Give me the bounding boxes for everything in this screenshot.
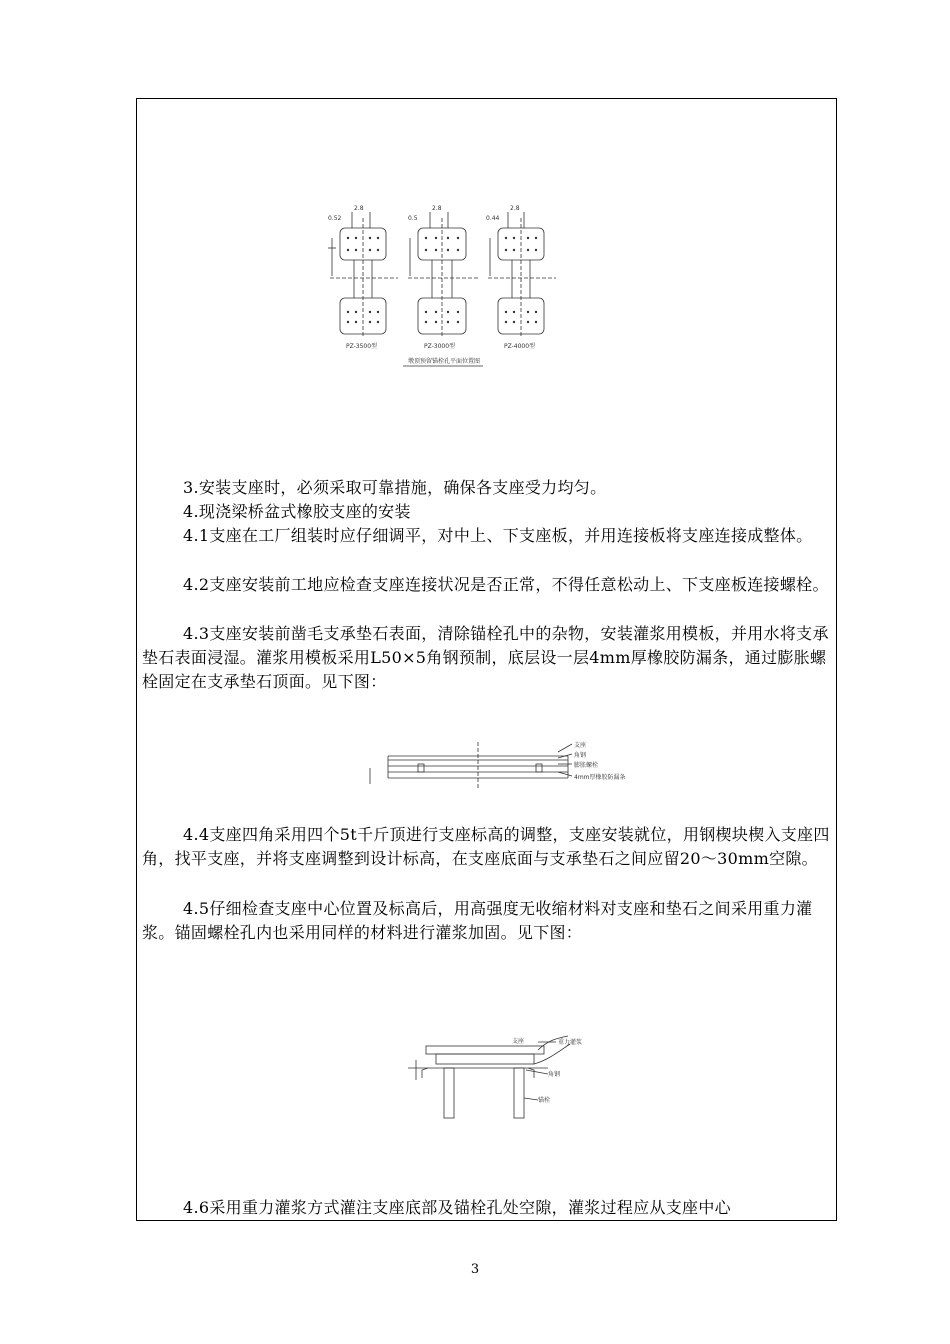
fig1-dim-2: 0.5 <box>408 215 418 222</box>
paragraph-4-5: 4.5仔细检查支座中心位置及标高后，用高强度无收缩材料对支座和垫石之间采用重力灌浆。锚固螺栓孔内也采用同样的材料进行灌浆加固。见下图： <box>142 899 813 942</box>
fig2-label-expansion-bolt: 膨胀螺栓 <box>574 762 599 769</box>
fig3-label-gravity-grout: 重力灌浆 <box>558 1039 583 1046</box>
gravity-grouting-figure <box>408 1030 588 1125</box>
page-number: 3 <box>470 1262 480 1277</box>
fig3-label-angle-steel: 角钢 <box>548 1071 561 1078</box>
paragraph-3: 3.安装支座时，必须采取可靠措施，确保各支座受力均匀。 <box>183 478 607 497</box>
pz3500-unit <box>328 212 398 338</box>
fig1-type-3: PZ-4000型 <box>504 343 536 350</box>
fig1-caption: 墩顶预留锚栓孔平面位置图 <box>408 358 481 365</box>
paragraph-4-4: 4.4支座四角采用四个5t千斤顶进行支座标高的调整，支座安装就位，用钢楔块楔入支座四角，找平支座，并将支座调整到设计标高，在支座底面与支承垫石之间应留20～30mm空隙。 <box>142 825 830 868</box>
fig3-label-anchor-bolt: 锚栓 <box>538 1097 551 1104</box>
fig2-label-bearing: 支座 <box>574 742 587 749</box>
pz3000-unit <box>408 212 478 338</box>
fig1-dim-1: 0.52 <box>328 215 342 222</box>
paragraph-4-6: 4.6采用重力灌浆方式灌注支座底部及锚栓孔处空隙，灌浆过程应从支座中心 <box>183 1198 731 1217</box>
fig3-label-bearing: 支座 <box>512 1038 525 1045</box>
fig2-label-angle-steel: 角钢 <box>574 752 587 759</box>
fig1-top-dim-1: 2.8 <box>354 205 364 212</box>
fig1-top-dim-3: 2.8 <box>510 205 520 212</box>
formwork-figure <box>358 742 626 790</box>
paragraph-4-3: 4.3支座安装前凿毛支承垫石表面，清除锚栓孔中的杂物，安装灌浆用模板，并用水将支承垫石表面浸湿。灌浆用模板采用L50×5角钢预制，底层设一层4mm厚橡胶防漏条，通过膨胀螺栓固定在支承垫石顶面。见下图： <box>142 624 829 691</box>
fig2-label-rubber-strip: 4mm厚橡胶防漏条 <box>574 774 626 781</box>
pz4000-unit <box>488 212 556 338</box>
paragraph-4-2: 4.2支座安装前工地应检查支座连接状况是否正常，不得任意松动上、下支座板连接螺栓。 <box>183 575 829 594</box>
anchor-hole-layout-figure <box>318 198 558 373</box>
paragraph-4: 4.现浇梁桥盆式橡胶支座的安装 <box>183 502 411 521</box>
fig1-type-2: PZ-3000型 <box>424 343 456 350</box>
fig1-type-1: PZ-3500型 <box>346 343 378 350</box>
paragraph-4-1: 4.1支座在工厂组装时应仔细调平，对中上、下支座板，并用连接板将支座连接成整体。 <box>183 526 813 545</box>
fig1-dim-3: 0.44 <box>486 215 500 222</box>
fig1-top-dim-2: 2.8 <box>432 205 442 212</box>
